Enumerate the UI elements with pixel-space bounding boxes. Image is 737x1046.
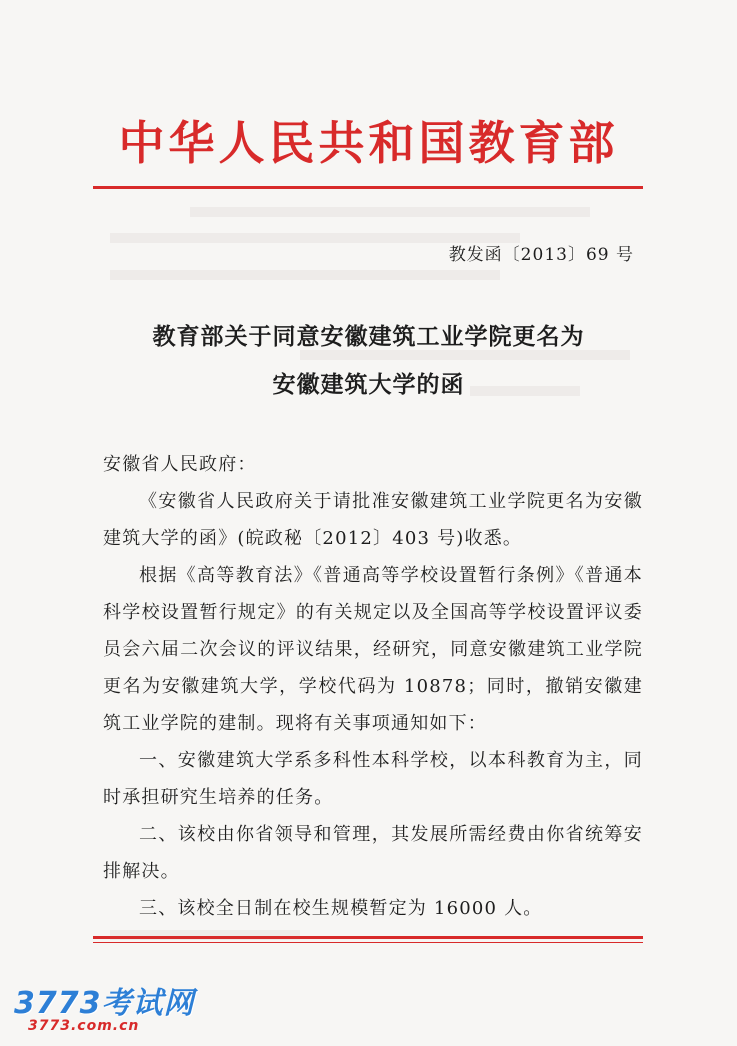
footer-red-rule-bottom bbox=[93, 942, 643, 943]
body-paragraph-2: 根据《高等教育法》《普通高等学校设置暂行条例》《普通本科学校设置暂行规定》的有关规定以及全国高等学校设置评议委员会六届二次会议的评议结果，经研究，同意安徽建筑工业学院更名为安徽建筑大学，学校代码为 10878；同时，撤销安徽建筑工业学院的建制。现将有关事项通知如下： bbox=[103, 565, 643, 734]
watermark-site-url: 3773.com.cn bbox=[28, 1018, 140, 1034]
salutation: 安徽省人民政府： bbox=[103, 454, 257, 475]
document-title-line-2: 安徽建筑大学的函 bbox=[272, 372, 465, 398]
bleed-through-mark bbox=[300, 350, 630, 360]
site-watermark bbox=[14, 978, 195, 1034]
document-title-line-1: 教育部关于同意安徽建筑工业学院更名为 bbox=[152, 324, 585, 350]
issuing-authority-header: 中华人民共和国教育部 bbox=[118, 116, 619, 170]
body-paragraph-5: 三、该校全日制在校生规模暂定为 16000 人。 bbox=[139, 898, 543, 919]
body-paragraph-1: 《安徽省人民政府关于请批准安徽建筑工业学院更名为安徽建筑大学的函》(皖政秘〔2012〕403 号)收悉。 bbox=[103, 491, 643, 549]
document-body bbox=[103, 446, 643, 927]
body-paragraph-3: 一、安徽建筑大学系多科性本科学校，以本科教育为主，同时承担研究生培养的任务。 bbox=[103, 750, 643, 808]
bleed-through-mark bbox=[190, 207, 590, 217]
header-red-rule bbox=[93, 186, 643, 189]
body-paragraph-4: 二、该校由你省领导和管理，其发展所需经费由你省统筹安排解决。 bbox=[103, 824, 643, 882]
bleed-through-mark bbox=[110, 270, 500, 280]
document-number: 教发函〔2013〕69 号 bbox=[448, 245, 634, 265]
footer-red-rule-top bbox=[93, 936, 643, 939]
watermark-site-name: 3773考试网 bbox=[14, 986, 195, 1021]
